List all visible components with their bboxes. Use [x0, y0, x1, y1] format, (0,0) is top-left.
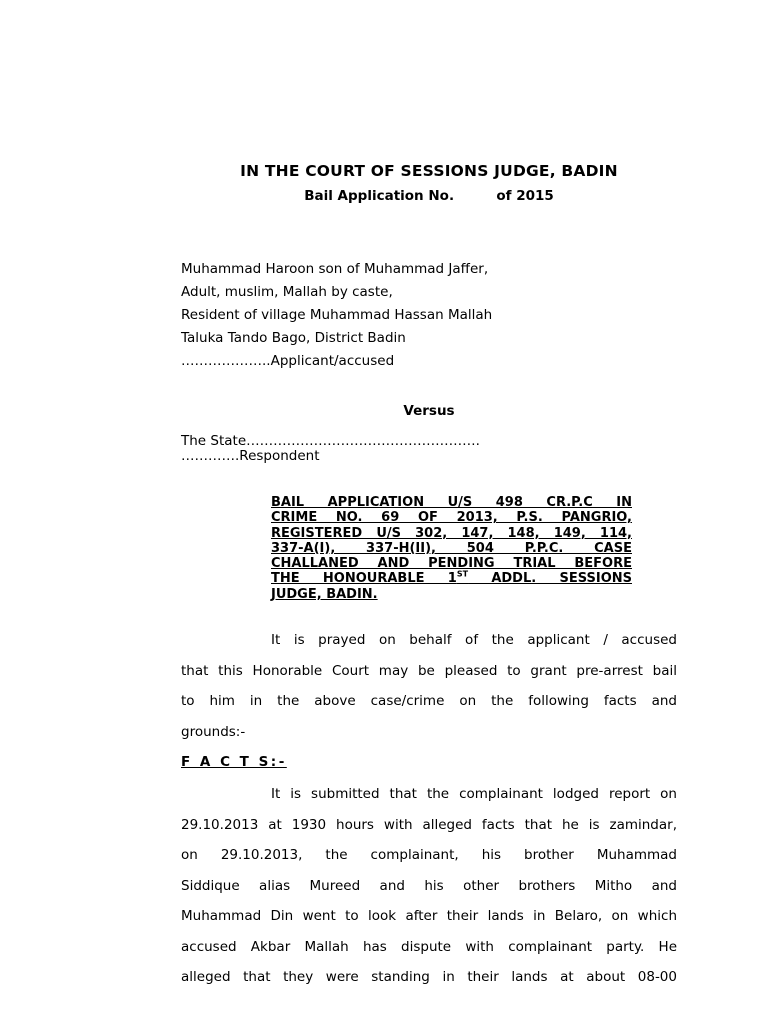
paragraph-line: grounds:-: [181, 723, 246, 740]
facts-heading: F A C T S:-: [181, 754, 287, 770]
respondent-line: ………….Respondent: [181, 448, 320, 464]
paragraph-line: Muhammad Din went to look after their lands in Belaro, on which: [181, 908, 677, 924]
applicant-line: Muhammad Haroon son of Muhammad Jaffer,: [181, 261, 489, 277]
paragraph-line: It is prayed on behalf of the applicant / accused: [271, 632, 677, 648]
respondent-details: [181, 434, 480, 464]
respondent-line: The State…………………………………………….: [181, 433, 480, 449]
paragraph-line: Siddique alias Mureed and his other brothers Mitho and: [181, 877, 677, 894]
subject-line: CHALLANED AND PENDING TRIAL BEFORE: [271, 556, 632, 572]
applicant-line: Adult, muslim, Mallah by caste,: [181, 284, 393, 300]
subject-line: CRIME NO. 69 OF 2013, P.S. PANGRIO,: [271, 510, 632, 526]
paragraph-line: to him in the above case/crime on the following facts and: [181, 693, 677, 709]
bail-application-number: Bail Application No. of 2015: [304, 188, 554, 204]
versus-heading: Versus: [403, 403, 455, 419]
paragraph-line: It is submitted that the complainant lodged report on: [271, 786, 677, 802]
application-subject: [271, 495, 632, 602]
applicant-line: Taluka Tando Bago, District Badin: [181, 330, 406, 346]
applicant-line: ………………..Applicant/accused: [181, 353, 395, 369]
subject-line: [271, 571, 632, 586]
subject-line: 337-A(I), 337-H(II), 504 P.P.C. CASE: [271, 540, 632, 556]
prayer-paragraph: [181, 625, 677, 747]
applicant-line: Resident of village Muhammad Hassan Mallah: [181, 307, 493, 323]
paragraph-line: on 29.10.2013, the complainant, his brother Muhammad: [181, 847, 677, 863]
paragraph-line: accused Akbar Mallah has dispute with complainant party. He: [181, 938, 677, 955]
subject-text: THE HONOURABLE 1: [271, 571, 457, 587]
paragraph-line: 29.10.2013 at 1930 hours with alleged facts that he is zamindar,: [181, 816, 677, 833]
paragraph-line: alleged that they were standing in their lands at about 08-00: [181, 969, 677, 985]
subject-line: JUDGE, BADIN.: [271, 586, 378, 602]
ordinal-suffix: ST: [456, 570, 469, 580]
applicant-details: [181, 258, 492, 373]
subject-line: BAIL APPLICATION U/S 498 CR.P.C IN: [271, 495, 632, 510]
subject-text: ADDL. SESSIONS: [468, 571, 632, 587]
subject-line: REGISTERED U/S 302, 147, 148, 149, 114,: [271, 525, 632, 541]
paragraph-line: that this Honorable Court may be pleased to grant pre-arrest bail: [181, 662, 677, 679]
court-title: IN THE COURT OF SESSIONS JUDGE, BADIN: [240, 162, 618, 180]
facts-paragraph: [181, 779, 677, 993]
